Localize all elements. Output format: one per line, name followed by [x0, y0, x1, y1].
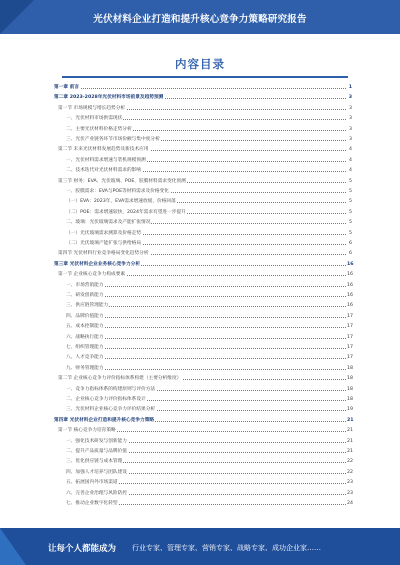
toc-entry[interactable]	[54, 261, 352, 268]
toc-entry[interactable]	[54, 386, 352, 393]
toc-entry-label: 一、光伏材料需求增速与装机规模预测	[66, 157, 146, 163]
toc-entry[interactable]	[54, 479, 352, 486]
toc-heading: 内容目录	[175, 57, 225, 71]
toc-entry-page: 21	[347, 438, 353, 444]
toc-entry-label: 第二节 企业核心竞争力评价指标体系构建（主要分析维度）	[58, 376, 182, 382]
dot-leader	[66, 358, 346, 359]
toc-entry[interactable]	[54, 458, 352, 465]
toc-entry-page: 18	[347, 386, 353, 392]
footer-slogan: 让每个人都能成为	[48, 544, 117, 554]
toc-entry-page: 23	[347, 480, 353, 486]
header-bar	[0, 0, 400, 34]
toc-entry-label: 五、拓展国内外市场渠道	[66, 480, 118, 486]
toc-entry-page: 18	[347, 365, 353, 371]
toc-entry-label: （一）光伏玻璃需求测算及价格走势	[66, 230, 142, 236]
dot-leader	[66, 286, 346, 287]
toc-entry-label: 二、玻璃：光伏玻璃需求及产能扩张情况	[66, 220, 151, 226]
dot-leader	[54, 88, 346, 89]
toc-entry-label: 二、主要光伏材料价格走势分析	[66, 126, 132, 132]
toc-entry[interactable]	[54, 292, 352, 299]
toc-entry-label: 一、强化技术研发与创新能力	[66, 438, 127, 444]
dot-leader	[66, 327, 346, 328]
toc-entry-label: 第一节 企业核心竞争力构成要素	[58, 272, 126, 278]
toc-entry[interactable]	[54, 94, 352, 101]
toc-entry-page: 5	[349, 220, 352, 226]
toc-entry[interactable]	[54, 105, 352, 112]
toc-entry-label: 九、财务管理能力	[66, 365, 104, 371]
toc-entry-page: 16	[347, 303, 353, 309]
toc-entry[interactable]	[54, 84, 352, 91]
toc-entry-page: 1	[348, 85, 352, 90]
toc-entry-page: 21	[347, 449, 353, 454]
toc-entry-label: 二、提升产品质量与品牌价值	[66, 449, 127, 454]
toc-entry-page: 18	[347, 376, 353, 382]
toc-entry-page: 24	[347, 501, 353, 506]
toc-entry-label: 一、市场营销能力	[66, 282, 104, 288]
toc-entry-label: 二、技术迭代对光伏材料需求的影响	[66, 168, 142, 174]
dot-leader	[66, 369, 346, 370]
toc-entry-label: 第四章 光伏材料企业打造和提升核心竞争力策略	[54, 417, 155, 423]
toc-entry[interactable]	[54, 167, 352, 174]
toc-entry-page: 3	[349, 137, 352, 142]
toc-entry[interactable]	[54, 146, 352, 153]
toc-entry[interactable]	[54, 188, 352, 195]
toc-entry[interactable]	[54, 230, 352, 237]
toc-entry-label: 第一章 前言	[54, 85, 80, 90]
toc-entry-page: 23	[347, 490, 353, 496]
toc-entry-label: 第四节 光伏材料行业竞争格局变化趋势分析	[58, 251, 149, 257]
toc-entry-label: （二）光伏玻璃产能扩张与供给格局	[66, 241, 142, 246]
toc-entry-label: 四、品牌价值能力	[66, 313, 104, 319]
toc-entry-label: 第一节 市场规模与增长趋势分析	[58, 105, 126, 111]
toc-entry-page: 5	[349, 230, 352, 236]
toc-entry[interactable]	[54, 469, 352, 476]
toc-entry-label: 第三节 财务：EVA、光伏玻璃、POE、胶膜材料需求变化预测	[58, 178, 186, 184]
toc-entry-page: 5	[349, 209, 352, 215]
toc-entry-label: 四、加强人才培养与团队建设	[66, 469, 127, 475]
toc-entry[interactable]	[54, 178, 352, 185]
toc-entry[interactable]	[54, 313, 352, 320]
toc-entry[interactable]	[54, 490, 352, 497]
toc-entry-page: 17	[347, 313, 353, 319]
toc-entry[interactable]	[54, 240, 352, 247]
toc-entry-label: 第三章 光伏材料企业业务核心竞争力分析	[54, 261, 141, 267]
footer-bar	[0, 528, 400, 565]
toc-entry-page: 16	[347, 282, 353, 288]
toc-entry-label: 五、成本控制能力	[66, 324, 104, 330]
toc-entry[interactable]	[54, 198, 352, 205]
toc-entry-label: 六、完善企业治理与风险防控	[66, 490, 127, 496]
toc-entry-page: 17	[347, 324, 353, 330]
toc-entry-page: 18	[347, 397, 353, 402]
toc-entry-page: 16	[347, 293, 353, 298]
toc-entry-page: 5	[349, 189, 352, 194]
toc-entry-page: 5	[349, 199, 352, 205]
toc-entry-label: （一）EVA：2023年，EVA需求增速放缓，价格回落	[66, 199, 176, 205]
toc-entry-page: 17	[347, 345, 353, 350]
toc-entry-label: （二）POE：需求增速较快，2024年需求有望进一步提升	[66, 209, 186, 215]
toc-entry[interactable]	[54, 219, 352, 226]
toc-entry[interactable]	[54, 417, 352, 424]
toc-entry[interactable]	[54, 344, 352, 351]
toc-entry[interactable]	[54, 282, 352, 289]
toc-entry-page: 5	[349, 178, 352, 184]
toc-entry-label: 八、人才竞争能力	[66, 355, 104, 361]
toc-entry[interactable]	[54, 250, 352, 257]
toc-entry-label: 一、胶膜需求：EVA与POE等材料需求及价格变化	[66, 189, 169, 194]
toc-entry-label: 六、战略执行能力	[66, 334, 104, 340]
toc-divider	[62, 76, 348, 78]
toc-entry[interactable]	[54, 302, 352, 309]
toc-entry-page: 21	[347, 417, 354, 423]
toc-entry[interactable]	[54, 365, 352, 372]
toc-entry[interactable]	[54, 500, 352, 507]
toc-entry-page: 16	[347, 272, 353, 278]
toc-entry[interactable]	[54, 334, 352, 341]
toc-entry[interactable]	[54, 438, 352, 445]
toc-entry-page: 17	[347, 355, 353, 361]
toc-entry-label: 三、供应链管理能力	[66, 303, 109, 309]
dot-leader	[66, 348, 346, 349]
toc-entry-page: 6	[349, 251, 352, 257]
toc-entry-page: 22	[347, 459, 353, 465]
toc-entry[interactable]	[54, 323, 352, 330]
toc-entry-label: 一、光伏材料市场供需现状	[66, 116, 123, 122]
toc-entry[interactable]	[54, 126, 352, 133]
toc-entry-label: 第二章 2023-2028年光伏材料市场前景及趋势预测	[54, 95, 164, 101]
toc-entry-page: 19	[347, 407, 353, 413]
toc-entry-label: 七、推动企业数字化转型	[66, 501, 118, 506]
toc-entry-label: 三、光伏产业链各环节市场份额与集中度分析	[66, 137, 160, 142]
toc-entry[interactable]	[54, 271, 352, 278]
toc-entry-page: 21	[347, 428, 353, 434]
toc-entry-page: 6	[349, 241, 352, 246]
toc-entry-label: 二、企业核心竞争力评价指标体系设计	[66, 397, 146, 402]
report-title: 光伏材料企业打造和提升核心竞争力策略研究报告	[93, 14, 307, 25]
toc-entry-page: 4	[349, 168, 352, 174]
toc-entry-page: 3	[348, 95, 352, 101]
toc-entry[interactable]	[54, 396, 352, 403]
toc-entry-page: 4	[349, 157, 352, 163]
toc-entry[interactable]	[54, 448, 352, 455]
footer-corner-decoration	[0, 528, 26, 565]
toc-entry-label: 三、光伏材料企业核心竞争力评价结果分析	[66, 407, 156, 413]
toc-entry[interactable]	[54, 375, 352, 382]
toc-entry-page: 3	[349, 116, 352, 122]
toc-entry-page: 17	[347, 334, 353, 340]
toc-entry-label: 一、竞争力指标体系的构建原则与评价方法	[66, 386, 156, 392]
toc-entry-page: 3	[349, 126, 352, 132]
toc-entry-label: 第二节 未来光伏材料发展趋势及新技术应用	[58, 147, 149, 153]
toc-entry-label: 第一节 核心竞争力培育策略	[58, 428, 116, 434]
toc-entry-page: 3	[349, 105, 352, 111]
toc-entry[interactable]	[54, 406, 352, 413]
dot-leader	[66, 296, 346, 297]
toc-entry[interactable]	[54, 209, 352, 216]
toc-entry[interactable]	[54, 115, 352, 122]
toc-entry[interactable]	[54, 427, 352, 434]
dot-leader	[66, 338, 346, 339]
toc-entry-label: 三、优化供应链与成本管理	[66, 459, 123, 465]
toc-entry-label: 二、研发创新能力	[66, 293, 104, 298]
toc-entry[interactable]	[54, 157, 352, 164]
footer-tagline: 行业专家、管理专家、营销专家、战略专家、成功企业家……	[132, 544, 321, 552]
toc-entry-page: 22	[347, 469, 353, 475]
toc-entry-page: 4	[349, 147, 352, 153]
toc-entry-label: 七、组织管理能力	[66, 345, 104, 350]
dot-leader	[66, 317, 346, 318]
toc-entry[interactable]	[54, 354, 352, 361]
toc-entry-page: 16	[347, 261, 354, 267]
table-of-contents	[54, 84, 352, 514]
toc-entry[interactable]	[54, 136, 352, 143]
